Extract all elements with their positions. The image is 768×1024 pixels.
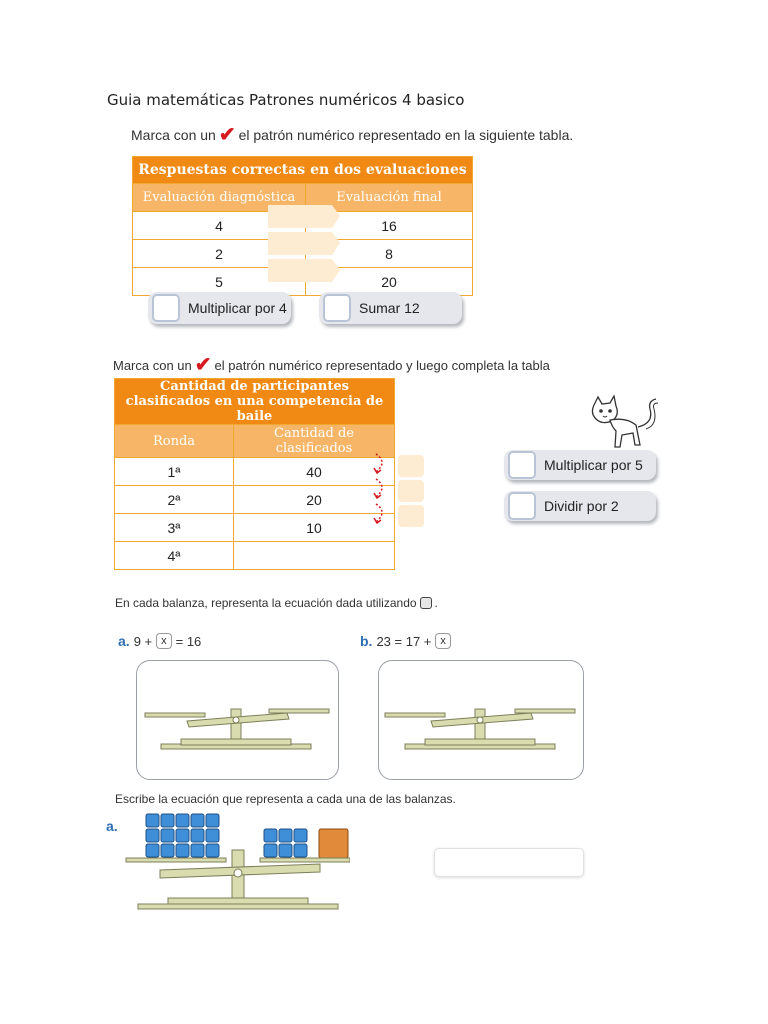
checkmark-icon: ✔ — [194, 354, 212, 376]
equation-a — [118, 633, 201, 649]
instruction-1-pre: Marca con un — [131, 127, 216, 143]
checkbox[interactable] — [508, 492, 536, 520]
equation-label: b. — [360, 633, 373, 649]
column-header: Ronda — [115, 425, 234, 458]
unknown-box: x — [435, 633, 451, 649]
instruction-2-post: el patrón numérico representado y luego completa la tabla — [214, 357, 550, 373]
answer-box[interactable] — [398, 505, 424, 527]
balance-area-b[interactable] — [378, 660, 584, 780]
column-header: Evaluación diagnóstica — [133, 184, 306, 212]
table-cell: 16 — [306, 212, 473, 240]
instruction-2 — [113, 355, 550, 375]
pattern-arrow-1 — [268, 205, 340, 228]
answer-box[interactable] — [398, 455, 424, 477]
table-cell: 4ª — [115, 542, 234, 570]
competition-table — [114, 378, 395, 570]
cat-illustration — [588, 395, 663, 455]
table-cell: 10 — [234, 514, 395, 542]
option-label: Sumar 12 — [359, 300, 420, 316]
equation-part: = 16 — [175, 633, 202, 649]
option-dividir-por-2[interactable] — [504, 491, 656, 521]
table-cell: 2 — [133, 240, 306, 268]
table-cell: 20 — [306, 268, 473, 296]
instruction-4: Escribe la ecuación que representa a cada una de las balanzas. — [115, 792, 456, 806]
instruction-1 — [131, 125, 573, 145]
item-label: a. — [106, 818, 118, 834]
column-header: Evaluación final — [306, 184, 473, 212]
instruction-2-pre: Marca con un — [113, 357, 192, 373]
equation-part: 9 + — [133, 633, 153, 649]
option-multiplicar-por-5[interactable] — [504, 450, 656, 480]
rounded-square-icon — [420, 597, 432, 609]
pattern-arrows-2 — [368, 446, 398, 538]
equation-part: 23 = 17 + — [376, 633, 432, 649]
table-cell: 2ª — [115, 486, 234, 514]
balance-scale-icon — [379, 661, 583, 779]
table-cell: 20 — [234, 486, 395, 514]
unknown-box: x — [156, 633, 172, 649]
instruction-1-post: el patrón numérico representado en la siguiente tabla. — [238, 127, 574, 143]
answer-box[interactable] — [398, 480, 424, 502]
checkmark-icon: ✔ — [218, 124, 236, 146]
table-cell-empty[interactable] — [234, 542, 395, 570]
option-label: Dividir por 2 — [544, 498, 619, 514]
answer-field[interactable] — [434, 848, 584, 877]
table-cell: 5 — [133, 268, 306, 296]
balance-area-a[interactable] — [136, 660, 339, 780]
table-cell: 1ª — [115, 458, 234, 486]
option-label: Multiplicar por 4 — [188, 300, 287, 316]
option-sumar-12[interactable] — [319, 292, 462, 324]
table-cell: 40 — [234, 458, 395, 486]
column-header: Cantidad de clasificados — [234, 425, 395, 458]
equation-b — [360, 633, 451, 649]
table-cell: 8 — [306, 240, 473, 268]
checkbox[interactable] — [323, 294, 351, 322]
instruction-3 — [115, 596, 438, 610]
checkbox[interactable] — [508, 451, 536, 479]
option-multiplicar-por-4[interactable] — [148, 292, 291, 324]
balance-with-cubes — [120, 812, 350, 920]
document-title: Guia matemáticas Patrones numéricos 4 basico — [107, 91, 465, 109]
pattern-arrows — [266, 204, 346, 284]
checkbox[interactable] — [152, 294, 180, 322]
instruction-3-period: . — [434, 596, 438, 610]
pattern-arrow-3 — [268, 259, 340, 282]
equation-label: a. — [118, 633, 130, 649]
instruction-3-text: En cada balanza, representa la ecuación dada utilizando — [115, 596, 417, 610]
table-cell: 3ª — [115, 514, 234, 542]
table-title: Respuestas correctas en dos evaluaciones — [133, 157, 473, 184]
balance-scale-icon — [137, 661, 338, 779]
table-title: Cantidad de participantes clasificados en una competencia de baile — [115, 379, 395, 425]
option-label: Multiplicar por 5 — [544, 457, 643, 473]
table-cell: 4 — [133, 212, 306, 240]
pattern-arrow-2 — [268, 232, 340, 255]
